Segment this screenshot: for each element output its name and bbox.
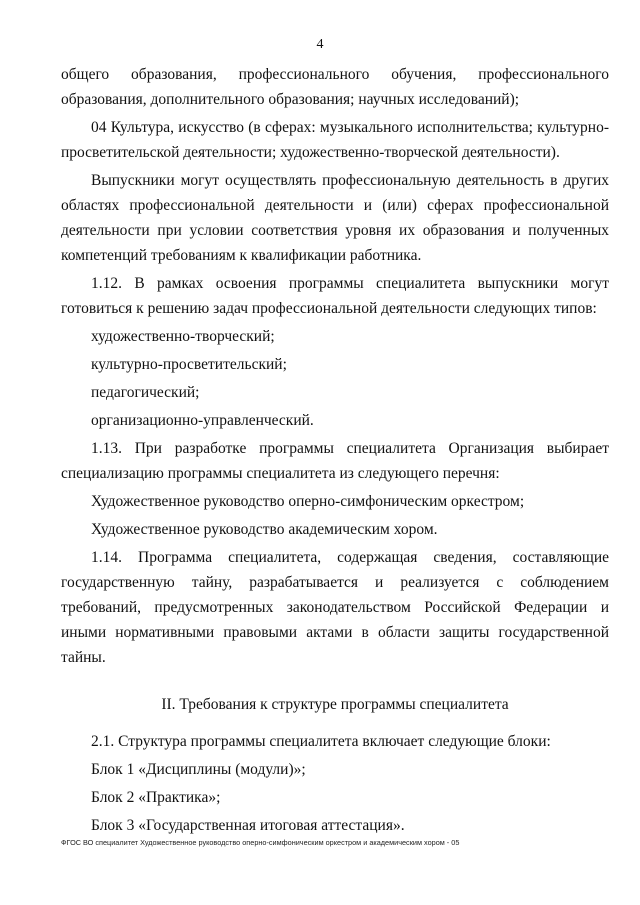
paragraph-1-14: 1.14. Программа специалитета, содержащая сведения, составляющие государственную тайну, разрабатывается и реализуется с соблюдением требований, предусмотренных законодательством Российской Федерации и иными нормативными правовыми актами в области защиты государственной тайны. — [61, 549, 609, 666]
paragraph-continuation: общего образования, профессионального обучения, профессионального образования, дополнительного образования; научных исследований); — [61, 66, 609, 108]
paragraph-graduates: Выпускники могут осуществлять профессиональную деятельность в других областях профессиональной деятельности и (или) сферах профессиональной деятельности при условии соответствия уровня их образования и полученных компетенций требованиям к квалификации работника. — [61, 172, 609, 264]
list-item-specialization-2: Художественное руководство академическим хором. — [91, 521, 438, 538]
list-item-type-1: художественно-творческий; — [91, 328, 275, 345]
paragraph-1-13: 1.13. При разработке программы специалитета Организация выбирает специализацию программы специалитета из следующего перечня: — [61, 440, 609, 482]
document-body — [61, 62, 609, 838]
paragraph-1-12: 1.12. В рамках освоения программы специалитета выпускники могут готовиться к решению задач профессиональной деятельности следующих типов: — [61, 275, 609, 317]
list-item-specialization-1: Художественное руководство оперно-симфоническим оркестром; — [91, 493, 525, 510]
list-item-block-2: Блок 2 «Практика»; — [91, 789, 221, 806]
list-item-type-3: педагогический; — [91, 384, 200, 401]
list-item-block-1: Блок 1 «Дисциплины (модули)»; — [91, 761, 306, 778]
list-item-type-4: организационно-управленческий. — [91, 412, 314, 429]
page-footer: ФГОС ВО специалитет Художественное руководство оперно-симфоническим оркестром и академическим хором - 05 — [61, 838, 460, 847]
page-number: 4 — [316, 37, 324, 52]
paragraph-culture-area: 04 Культура, искусство (в сферах: музыкального исполнительства; культурно-просветительской деятельности; художественно-творческой деятельности). — [61, 119, 609, 161]
list-item-block-3: Блок 3 «Государственная итоговая аттестация». — [91, 817, 405, 834]
paragraph-2-1: 2.1. Структура программы специалитета включает следующие блоки: — [91, 733, 551, 750]
list-item-type-2: культурно-просветительский; — [91, 356, 287, 373]
section-heading: II. Требования к структуре программы специалитета — [161, 696, 509, 713]
